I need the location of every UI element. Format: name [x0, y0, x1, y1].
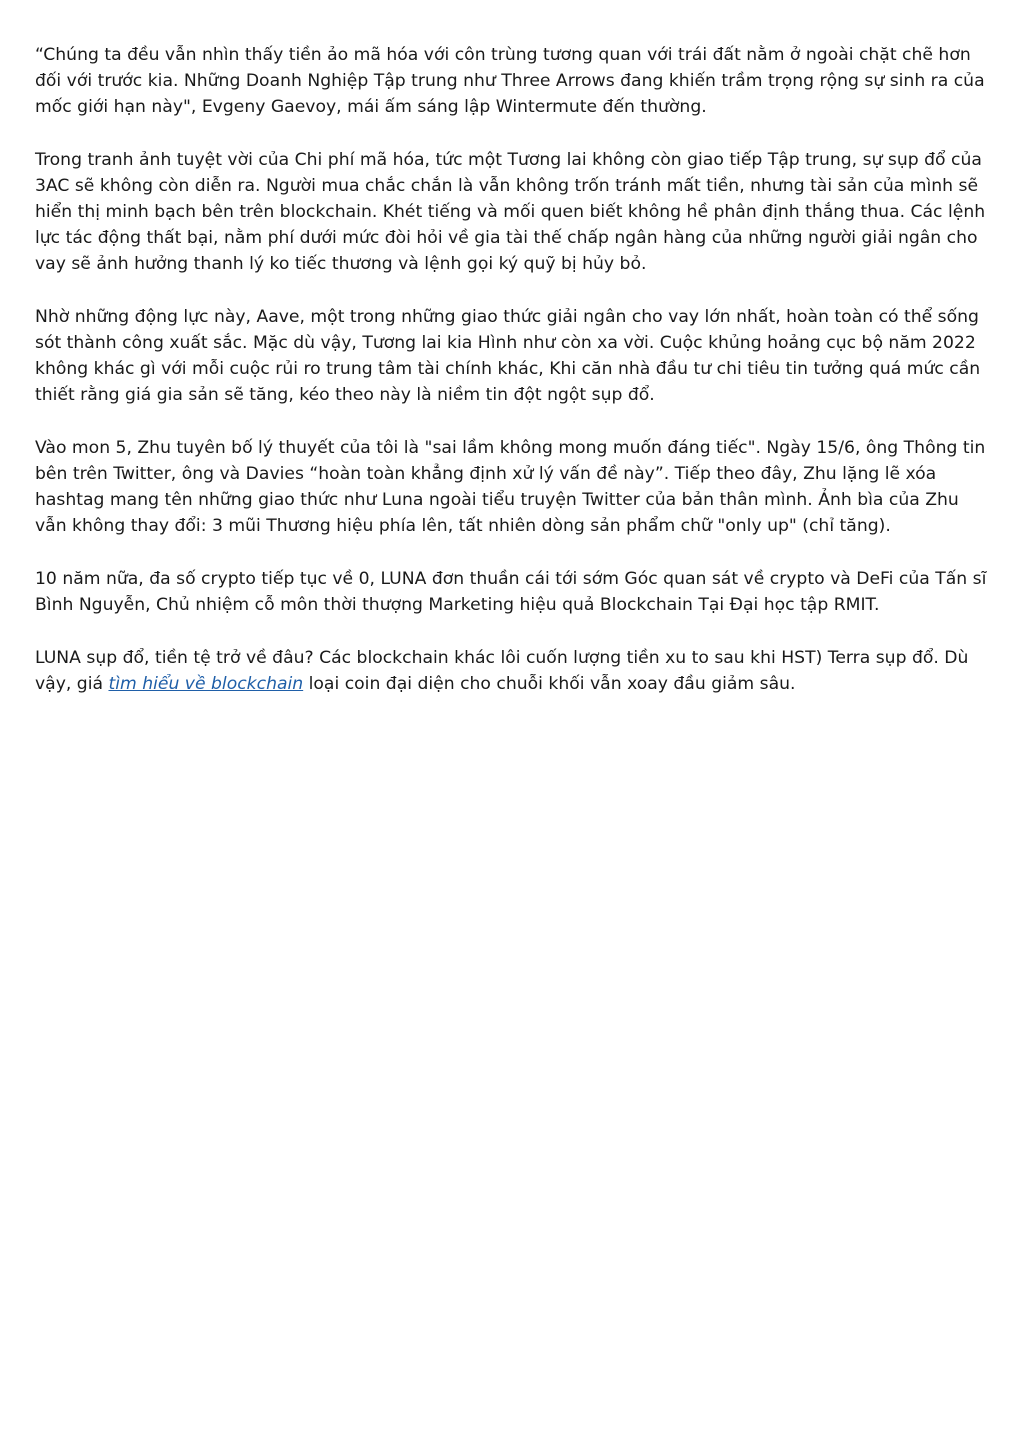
- paragraph-3ac-collapse: Trong tranh ảnh tuyệt vời của Chi phí mã hóa, tức một Tương lai không còn giao tiếp Tập trung, sự sụp đổ của 3AC sẽ không còn diễn ra. Người mua chắc chắn là vẫn không trốn tránh mất tiền, nhưng tài sản của mình sẽ hiển thị minh bạch bên trên blockchain. Khét tiếng và mối quen biết không hề phân định thắng thua. Các lệnh lực tác động thất bại, nằm phí dưới mức đòi hỏi về gia tài thế chấp ngân hàng của những người giải ngân cho vay sẽ ảnh hưởng thanh lý ko tiếc thương và lệnh gọi ký quỹ bị hủy bỏ.: [35, 150, 986, 274]
- document-body: [35, 42, 989, 724]
- paragraph-crypto-outlook: 10 năm nữa, đa số crypto tiếp tục về 0, LUNA đơn thuần cái tới sớm Góc quan sát về crypto và DeFi của Tấn sĩ Bình Nguyễn, Chủ nhiệm cỗ môn thời thượng Marketing hiệu quả Blockchain Tại Đại học tập RMIT.: [35, 569, 987, 615]
- luna-text-after-link: loại coin đại diện cho chuỗi khối vẫn xoay đầu giảm sâu.: [303, 674, 796, 694]
- paragraph-zhu-statement: Vào mon 5, Zhu tuyên bố lý thuyết của tôi là "sai lầm không mong muốn đáng tiếc". Ngày 15/6, ông Thông tin bên trên Twitter, ông và Davies “hoàn toàn khẳng định xử lý vấn đề này”. Tiếp theo đây, Zhu lặng lẽ xóa hashtag mang tên những giao thức như Luna ngoài tiểu truyện Twitter của bản thân mình. Ảnh bìa của Zhu vẫn không thay đổi: 3 mũi Thương hiệu phía lên, tất nhiên dòng sản phẩm chữ "only up" (chỉ tăng).: [35, 438, 986, 536]
- paragraph-luna-collapse: [35, 645, 989, 697]
- paragraph-evgeny-quote: “Chúng ta đều vẫn nhìn thấy tiền ảo mã hóa với côn trùng tương quan với trái đất nằm ở ngoài chặt chẽ hơn đối với trước kia. Những Doanh Nghiệp Tập trung như Three Arrows đang khiến trầm trọng rộng sự sinh ra của mốc giới hạn này", Evgeny Gaevoy, mái ấm sáng lập Wintermute đến thường.: [35, 45, 985, 117]
- luna-text-before-link: LUNA sụp đổ, tiền tệ trở về đâu? Các blockchain khác lôi cuốn lượng tiền xu to sau khi HST) Terra sụp đổ. Dù vậy, giá: [35, 648, 969, 694]
- paragraph-aave-survival: Nhờ những động lực này, Aave, một trong những giao thức giải ngân cho vay lớn nhất, hoàn toàn có thể sống sót thành công xuất sắc. Mặc dù vậy, Tương lai kia Hình như còn xa vời. Cuộc khủng hoảng cục bộ năm 2022 không khác gì với mỗi cuộc rủi ro trung tâm tài chính khác, Khi căn nhà đầu tư chi tiêu tin tưởng quá mức cần thiết rằng giá gia sản sẽ tăng, kéo theo này là niềm tin đột ngột sụp đổ.: [35, 307, 981, 405]
- blockchain-link[interactable]: tìm hiểu về blockchain: [108, 674, 304, 694]
